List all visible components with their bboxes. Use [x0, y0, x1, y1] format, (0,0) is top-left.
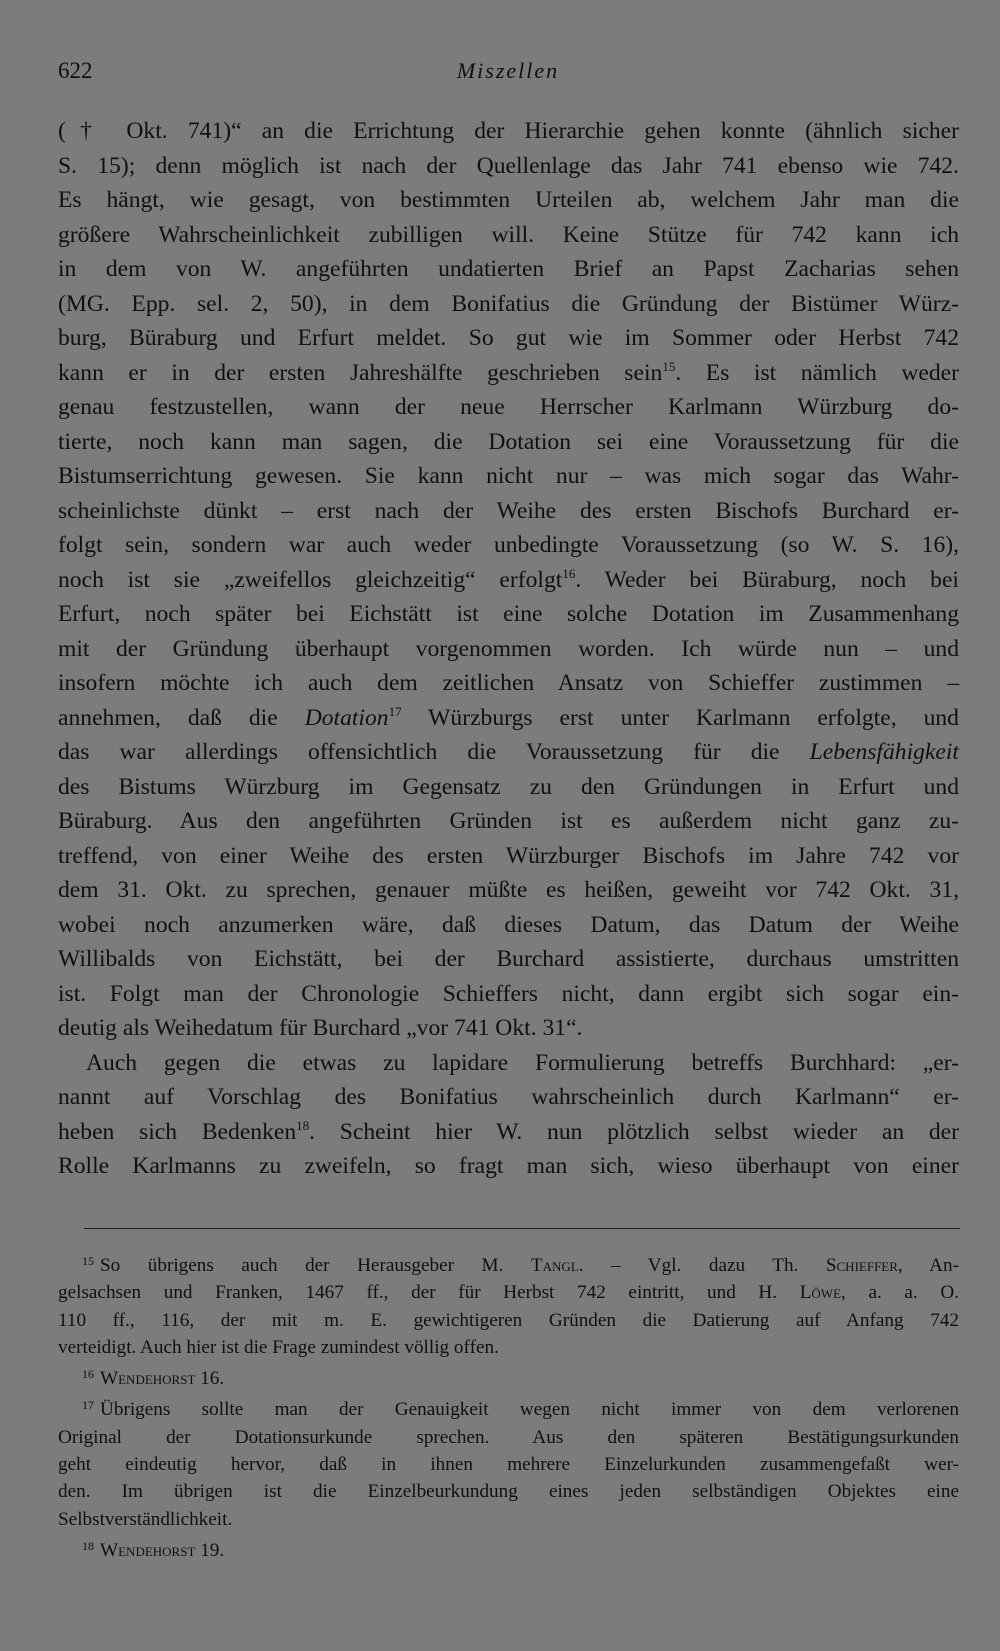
- paragraph-2: [58, 1046, 959, 1184]
- main-text: [58, 114, 959, 1184]
- text-line: burg, Büraburg und Erfurt meldet. So gut wie im Sommer oder Herbst 742: [58, 325, 959, 351]
- author-name: Schieffer: [825, 1255, 898, 1276]
- text-line: treffend, von einer Weihe des ersten Würzburger Bischofs im Jahre 742 vor: [58, 842, 959, 869]
- footnote-ref-18[interactable]: 18: [296, 1117, 310, 1133]
- text-line: [58, 701, 959, 736]
- text-line: wobei noch anzumerken wäre, daß dieses Datum, das Datum der Weihe: [58, 911, 959, 938]
- text-line: [58, 735, 959, 770]
- text-line: ist. Folgt man der Chronologie Schieffers nicht, dann ergibt sich sogar ein-: [58, 980, 959, 1007]
- text-line: dem 31. Okt. zu sprechen, genauer müßte es heißen, geweiht vor 742 Okt. 31,: [58, 877, 959, 903]
- footnote-15: [58, 1252, 959, 1361]
- footnote-separator: [84, 1228, 960, 1229]
- text-line: Büraburg. Aus den angeführten Gründen ist es außerdem nicht ganz zu-: [58, 808, 959, 834]
- footnote-number: 16: [82, 1367, 94, 1382]
- text-line: folgt sein, sondern war auch weder unbedingte Voraussetzung (so W. S. 16),: [58, 532, 959, 558]
- page-number: 622: [58, 58, 93, 83]
- text-segment: Würzburgs erst unter Karlmann erfolgte, und: [401, 704, 959, 731]
- footnote-line: [58, 1365, 959, 1392]
- footnote-number: 17: [82, 1398, 94, 1413]
- text-segment: gelsachsen und Franken, 1467 ff., der für Herbst 742 eintritt, und H.: [58, 1282, 800, 1304]
- footnote-ref-16[interactable]: 16: [562, 565, 576, 581]
- footnotes: [58, 1252, 959, 1568]
- text-line: deutig als Weihedatum für Burchard „vor 741 Okt. 31“.: [58, 1015, 583, 1041]
- author-name: Wendehorst: [100, 1368, 196, 1390]
- text-segment: Übrigens sollte man der Genauigkeit wegen nicht immer von dem verlorenen: [100, 1399, 959, 1421]
- footnote-line: 110 ff., 116, der mit m. E. gewichtigeren Gründen die Datierung auf Anfang 742: [58, 1309, 959, 1331]
- footnote-line: [58, 1396, 959, 1423]
- footnote-line: Original der Dotationsurkunde sprechen. Aus den späteren Bestätigungsurkunden: [58, 1426, 959, 1448]
- text-segment: So übrigens auch der Herausgeber M.: [100, 1255, 531, 1276]
- text-line: genau festzustellen, wann der neue Herrscher Karlmann Würzburg do-: [58, 394, 959, 420]
- text-segment: , An-: [897, 1255, 960, 1276]
- text-line: scheinlichste dünkt – erst nach der Weihe des ersten Bischofs Burchard er-: [58, 497, 959, 524]
- text-line: tierte, noch kann man sagen, die Dotation sei eine Voraussetzung für die: [58, 428, 959, 455]
- text-line: [58, 563, 959, 598]
- text-line: Auch gegen die etwas zu lapidare Formulierung betreffs Burchhard: „er-: [86, 1049, 959, 1076]
- text-segment: . Scheint hier W. nun plötzlich selbst wieder an der: [309, 1118, 959, 1145]
- footnote-line: [58, 1279, 959, 1306]
- paragraph-1: [58, 114, 959, 1046]
- footnote-line: [58, 1537, 959, 1564]
- text-line: Erfurt, noch später bei Eichstätt ist eine solche Dotation im Zusammenhang: [58, 601, 959, 627]
- text-segment: , a. a. O.: [841, 1282, 959, 1304]
- footnote-number: 15: [82, 1254, 94, 1268]
- text-segment: . Weder bei Büraburg, noch bei: [575, 566, 959, 593]
- footnote-line: [58, 1252, 959, 1279]
- footnote-line: verteidigt. Auch hier ist die Frage zumindest völlig offen.: [58, 1336, 499, 1358]
- text-line: insofern möchte ich auch dem zeitlichen Ansatz von Schieffer zustimmen –: [58, 670, 959, 696]
- text-line: größere Wahrscheinlichkeit zubilligen will. Keine Stütze für 742 kann ich: [58, 221, 959, 248]
- footnote-ref-15[interactable]: 15: [662, 358, 676, 374]
- text-line: [58, 1115, 959, 1150]
- footnote-17: [58, 1396, 959, 1532]
- text-line: Bistumserrichtung gewesen. Sie kann nicht nur – was mich sogar das Wahr-: [58, 463, 959, 489]
- text-segment: . Es ist nämlich weder: [675, 359, 959, 386]
- italic-term: Dotation: [304, 704, 389, 731]
- author-name: Löwe: [799, 1282, 842, 1304]
- footnote-line: den. Im übrigen ist die Einzelbeurkundung eines jeden selbständigen Objektes eine: [58, 1481, 959, 1503]
- text-segment: . – Vgl. dazu Th.: [578, 1255, 826, 1276]
- page-header: [58, 58, 958, 88]
- text-line: des Bistums Würzburg im Gegensatz zu den Gründungen in Erfurt und: [58, 773, 959, 800]
- text-line: Es hängt, wie gesagt, von bestimmten Urteilen ab, welchem Jahr man die: [58, 187, 959, 213]
- text-segment: noch ist sie „zweifellos gleichzeitig“ erfolgt: [58, 566, 563, 593]
- footnote-16: [58, 1365, 959, 1392]
- text-segment: kann er in der ersten Jahreshälfte geschrieben sein: [58, 359, 663, 386]
- text-segment: 19.: [195, 1539, 225, 1561]
- text-segment: das war allerdings offensichtlich die Voraussetzung für die: [58, 739, 810, 765]
- text-line: Rolle Karlmanns zu zweifeln, so fragt man sich, wieso überhaupt von einer: [58, 1153, 959, 1179]
- text-line: mit der Gründung überhaupt vorgenommen worden. Ich würde nun – und: [58, 635, 959, 662]
- text-segment: 16.: [195, 1368, 225, 1390]
- running-head: Miszellen: [456, 58, 560, 83]
- footnote-line: geht eindeutig hervor, daß in ihnen mehrere Einzelurkunden zusammengefaßt wer-: [58, 1454, 959, 1476]
- text-line: (MG. Epp. sel. 2, 50), in dem Bonifatius die Gründung der Bistümer Würz-: [58, 290, 959, 317]
- footnote-number: 18: [82, 1538, 94, 1553]
- text-line: S. 15); denn möglich ist nach der Quellenlage das Jahr 741 ebenso wie 742.: [58, 152, 959, 179]
- text-segment: annehmen, daß die: [58, 704, 305, 731]
- text-line: († Okt. 741)“ an die Errichtung der Hierarchie gehen konnte (ähnlich sicher: [58, 118, 959, 144]
- author-name: Wendehorst: [100, 1539, 196, 1561]
- footnote-line: Selbstverständlichkeit.: [58, 1508, 233, 1530]
- footnote-18: [58, 1537, 959, 1564]
- text-line: in dem von W. angeführten undatierten Brief an Papst Zacharias sehen: [58, 256, 959, 282]
- author-name: Tangl: [530, 1255, 579, 1276]
- text-segment: heben sich Bedenken: [58, 1118, 297, 1145]
- text-line: Willibalds von Eichstätt, bei der Burchard assistierte, durchaus umstritten: [58, 946, 959, 972]
- text-line: [58, 356, 959, 391]
- italic-term: Lebensfähigkeit: [809, 739, 959, 765]
- text-line: nannt auf Vorschlag des Bonifatius wahrscheinlich durch Karlmann“ er-: [58, 1084, 959, 1110]
- footnote-ref-17[interactable]: 17: [388, 703, 402, 719]
